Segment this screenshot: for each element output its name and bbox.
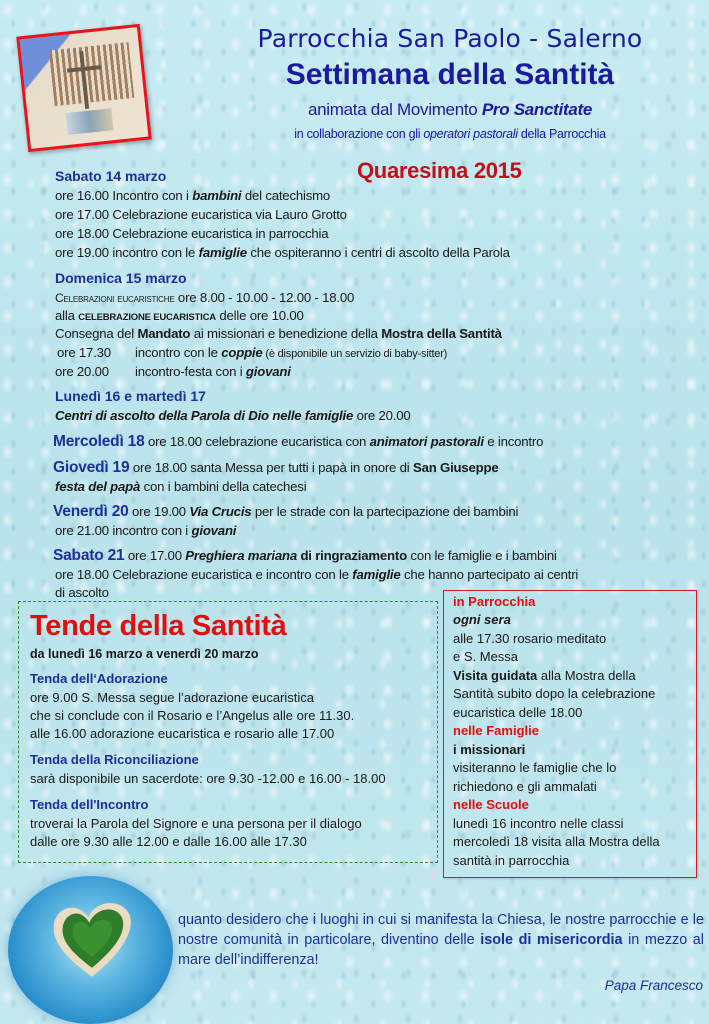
tenda-line: che si conclude con il Rosario e l’Angelus alle ore 11.30. bbox=[30, 708, 355, 723]
text: che hanno partecipato ai centri bbox=[400, 567, 579, 582]
emphasis: animatori pastorali bbox=[369, 434, 484, 449]
emphasis: giovani bbox=[245, 364, 291, 379]
quote-author: Papa Francesco bbox=[604, 978, 703, 993]
collaboration bbox=[220, 127, 680, 141]
tenda-adorazione-heading: Tenda dell‘Adorazione bbox=[30, 671, 168, 686]
schedule-line bbox=[55, 477, 306, 496]
text: e incontro bbox=[483, 434, 544, 449]
pope-quote bbox=[178, 910, 704, 970]
schedule-line: ore 17.00 Celebrazione eucaristica via Lauro Grotto bbox=[55, 207, 347, 222]
text: (è disponibile un servizio di baby-sitter) bbox=[262, 348, 448, 360]
quote-text: in cui si manifesta la Chiesa, le nostre parrocchie e le nostre comunità in particolare, diventino delle bbox=[178, 912, 704, 948]
bold-text: Mostra della Santità bbox=[381, 326, 502, 341]
emphasis: giovani bbox=[191, 523, 237, 538]
quote-text: in mezzo al mare dell’indifferenza! bbox=[178, 932, 705, 968]
time: ore 17.30 bbox=[57, 345, 111, 360]
text: ore 18.00 santa Messa per tutti i papà in onore di bbox=[129, 460, 413, 475]
day-heading-wed18: Mercoledì 18 bbox=[53, 433, 145, 450]
day-heading-mon16: Lunedì 16 e martedì 17 bbox=[55, 388, 206, 404]
sidebox-line: eucaristica delle 18.00 bbox=[453, 705, 583, 720]
schedule-line: di ascolto bbox=[55, 585, 109, 600]
text: incontro con le bbox=[135, 345, 222, 360]
schedule-line bbox=[53, 546, 557, 565]
sidebox-line bbox=[453, 667, 636, 685]
collab-emphasis: operatori pastorali bbox=[423, 127, 518, 141]
tende-dates: da lunedì 16 marzo a venerdì 20 marzo bbox=[30, 647, 259, 661]
schedule-line bbox=[53, 502, 518, 521]
bold-text: Visita guidata bbox=[453, 668, 538, 683]
church-slats bbox=[49, 42, 134, 106]
sidebox-line: lunedì 16 incontro nelle classi bbox=[453, 816, 624, 831]
text: del catechismo bbox=[241, 188, 331, 203]
text: Consegna del bbox=[55, 326, 138, 341]
text: con le famiglie e i bambini bbox=[406, 548, 557, 563]
tenda-riconciliazione-heading: Tenda della Riconciliazione bbox=[30, 752, 199, 767]
church-mural bbox=[66, 108, 114, 135]
text: che ospiteranno i centri di ascolto della Parola bbox=[246, 245, 510, 260]
scuole-heading: nelle Scuole bbox=[453, 797, 529, 812]
tende-title: Tende della Santità bbox=[30, 610, 287, 642]
sidebox-line: Santità subito dopo la celebrazione bbox=[453, 686, 656, 701]
text: ore 18.00 Celebrazione eucaristica e incontro con le bbox=[55, 567, 353, 582]
text: alla bbox=[55, 308, 79, 323]
animated-by bbox=[220, 100, 680, 120]
tenda-incontro-heading: Tenda dell'Incontro bbox=[30, 797, 149, 812]
schedule-line: ore 18.00 Celebrazione eucaristica in parrocchia bbox=[55, 226, 329, 241]
small-caps-text: Celebrazioni eucaristiche bbox=[55, 291, 175, 305]
text: ore 19.00 bbox=[128, 504, 190, 519]
day-heading-fri20: Venerdì 20 bbox=[53, 503, 129, 520]
parrocchia-heading: in Parrocchia bbox=[453, 594, 536, 609]
small-caps-bold: CELEBRAZIONE EUCARISTICA bbox=[78, 312, 216, 323]
emphasis: festa del papà bbox=[55, 479, 141, 494]
text: ore 17.00 bbox=[124, 548, 186, 563]
sidebox-line: mercoledì 18 visita alla Mostra della bbox=[453, 834, 660, 849]
emphasis: Preghiera mariana bbox=[185, 548, 297, 563]
text: con i bambini della catechesi bbox=[140, 479, 307, 494]
schedule-line bbox=[55, 288, 354, 308]
schedule-line bbox=[55, 186, 330, 205]
bold-text: Mandato bbox=[137, 326, 191, 341]
collab-suffix: della Parrocchia bbox=[517, 127, 606, 141]
bold-text: di ringraziamento bbox=[296, 548, 407, 563]
text: ore 21.00 incontro con i bbox=[55, 523, 192, 538]
schedule-line bbox=[55, 565, 578, 584]
famiglie-heading: nelle Famiglie bbox=[453, 723, 539, 738]
heart-island-svg bbox=[46, 894, 138, 984]
schedule-line bbox=[55, 521, 236, 540]
tenda-line: ore 9.00 S. Messa segue l’adorazione eucaristica bbox=[30, 690, 314, 705]
sidebox-line: visiteranno le famiglie che lo bbox=[453, 760, 617, 775]
bold-text: San Giuseppe bbox=[412, 460, 499, 475]
heart-island-image bbox=[8, 876, 173, 1024]
heart-icon bbox=[46, 894, 138, 984]
tenda-line: alle 16.00 adorazione eucaristica e rosario alle 17.00 bbox=[30, 726, 335, 741]
ogni-sera: ogni sera bbox=[453, 612, 511, 627]
tenda-line: dalle ore 9.30 alle 12.00 e dalle 16.00 alle 17.30 bbox=[30, 834, 307, 849]
sidebox-line: alle 17.30 rosario meditato bbox=[453, 631, 607, 646]
collab-prefix: in collaborazione con gli bbox=[294, 127, 424, 141]
sidebox-line: santità in parrocchia bbox=[453, 853, 570, 868]
emphasis: coppie bbox=[221, 345, 263, 360]
emphasis: bambini bbox=[192, 188, 242, 203]
schedule-line bbox=[53, 458, 499, 477]
animated-by-prefix: animata dal Movimento bbox=[307, 100, 482, 119]
day-heading-sat21: Sabato 21 bbox=[53, 547, 125, 564]
day-heading-sun15: Domenica 15 marzo bbox=[55, 270, 187, 286]
parish-name: Parrocchia San Paolo - Salerno bbox=[257, 24, 643, 53]
text: delle ore 10.00 bbox=[215, 308, 304, 323]
text: per le strade con la partecipazione dei bambini bbox=[251, 504, 519, 519]
text: ore 20.00 bbox=[353, 408, 411, 423]
emphasis: Centri di ascolto della Parola di Dio nelle famiglie bbox=[55, 408, 354, 423]
season-label: Quaresima 2015 bbox=[357, 158, 522, 183]
text: alla Mostra della bbox=[537, 668, 636, 683]
text: ore 16.00 Incontro con i bbox=[55, 188, 193, 203]
text: ore 18.00 celebrazione eucaristica con bbox=[144, 434, 370, 449]
quote-emphasis: isole di misericordia bbox=[480, 932, 623, 948]
schedule-line bbox=[55, 362, 291, 381]
text: ai missionari e benedizione della bbox=[190, 326, 382, 341]
movement-name: Pro Sanctitate bbox=[481, 100, 592, 119]
day-heading-thu19: Giovedì 19 bbox=[53, 459, 130, 476]
missionari-label: i missionari bbox=[453, 742, 526, 757]
text: incontro-festa con i bbox=[135, 364, 246, 379]
emphasis: famiglie bbox=[352, 567, 401, 582]
text: ore 19.00 incontro con le bbox=[55, 245, 199, 260]
sidebox-line: richiedono e gli ammalati bbox=[453, 779, 597, 794]
schedule-line bbox=[57, 343, 447, 364]
sidebox-line: e S. Messa bbox=[453, 649, 519, 664]
time: ore 20.00 bbox=[55, 364, 109, 379]
tenda-line: troverai la Parola del Signore e una persona per il dialogo bbox=[30, 816, 362, 831]
tenda-line: sarà disponibile un sacerdote: ore 9.30 -12.00 e 16.00 - 18.00 bbox=[30, 771, 386, 786]
text: ore 8.00 - 10.00 - 12.00 - 18.00 bbox=[174, 290, 355, 305]
church-photo bbox=[16, 24, 151, 152]
schedule-line bbox=[55, 243, 510, 262]
emphasis: famiglie bbox=[198, 245, 247, 260]
schedule-line bbox=[55, 324, 502, 343]
schedule-line bbox=[55, 406, 411, 425]
quote-text: quanto desidero che i bbox=[178, 912, 321, 928]
page-title: Settimana della Santità bbox=[285, 58, 615, 91]
schedule-line bbox=[53, 432, 543, 451]
quote-text: luoghi bbox=[320, 912, 359, 928]
day-heading-sat14: Sabato 14 marzo bbox=[55, 168, 167, 184]
emphasis: Via Crucis bbox=[189, 504, 252, 519]
